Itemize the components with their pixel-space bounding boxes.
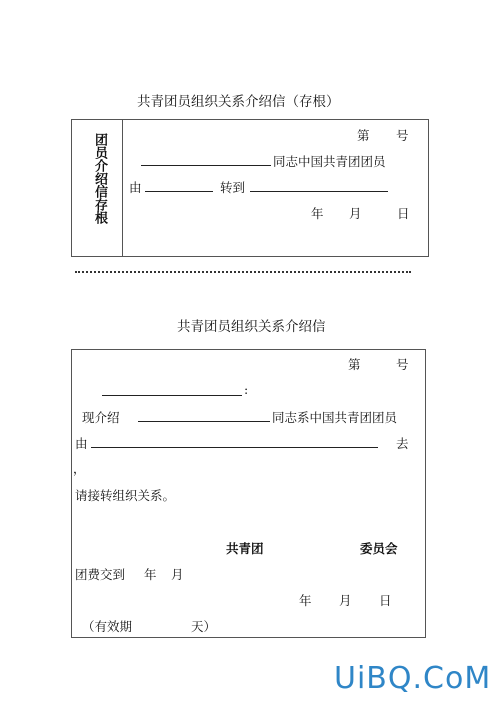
letter-fee-nian: 年 (144, 567, 157, 582)
letter-you-text: 由 (75, 436, 88, 451)
letter-number-hao: 号 (396, 357, 409, 372)
stub-date-ri: 日 (397, 206, 410, 221)
stub-side-label: 团员介绍信存根 (92, 133, 107, 224)
letter-tian-text: 天） (191, 619, 217, 634)
site-watermark: UiBQ.CoM (334, 661, 492, 696)
stub-number-hao: 号 (396, 128, 409, 143)
letter-route-field[interactable] (91, 447, 378, 448)
stub-to-field[interactable] (250, 191, 388, 192)
stub-divider (122, 119, 123, 257)
stub-box (71, 119, 429, 257)
stub-number-di: 第 (357, 128, 370, 143)
letter-comma: ， (73, 461, 86, 476)
stub-date-nian: 年 (311, 206, 324, 221)
letter-title: 共青团员组织关系介绍信 (177, 319, 326, 335)
letter-xianjieshao-text: 现介绍 (82, 410, 120, 425)
letter-date-yue: 月 (339, 593, 352, 608)
letter-date-nian: 年 (299, 593, 312, 608)
letter-qu-text: 去 (396, 436, 409, 451)
letter-date-ri: 日 (379, 593, 392, 608)
letter-qingjie-text: 请接转组织关系。 (75, 488, 176, 503)
stub-you-text: 由 (129, 180, 142, 195)
stub-from-field[interactable] (145, 191, 213, 192)
stub-tongzhi-text: 同志中国共青团团员 (273, 154, 386, 169)
letter-youxiaoqi-text: （有效期 (82, 619, 133, 634)
stub-name-field[interactable] (141, 165, 271, 166)
letter-fee-yue: 月 (171, 567, 184, 582)
letter-name-field[interactable] (138, 421, 270, 422)
letter-tongzhixi-text: 同志系中国共青团团员 (272, 410, 398, 425)
letter-gongqingtuan: 共青团 (226, 541, 264, 556)
stub-zhuandao-text: 转到 (220, 180, 246, 195)
letter-addressee-field[interactable] (102, 395, 242, 396)
cut-line (75, 271, 411, 273)
letter-colon: : (244, 382, 249, 397)
letter-number-di: 第 (348, 357, 361, 372)
stub-title: 共青团员组织关系介绍信（存根） (137, 94, 340, 110)
letter-weiyuanhui: 委员会 (360, 541, 398, 556)
letter-tuanfei-text: 团费交到 (75, 567, 126, 582)
stub-date-yue: 月 (349, 206, 362, 221)
